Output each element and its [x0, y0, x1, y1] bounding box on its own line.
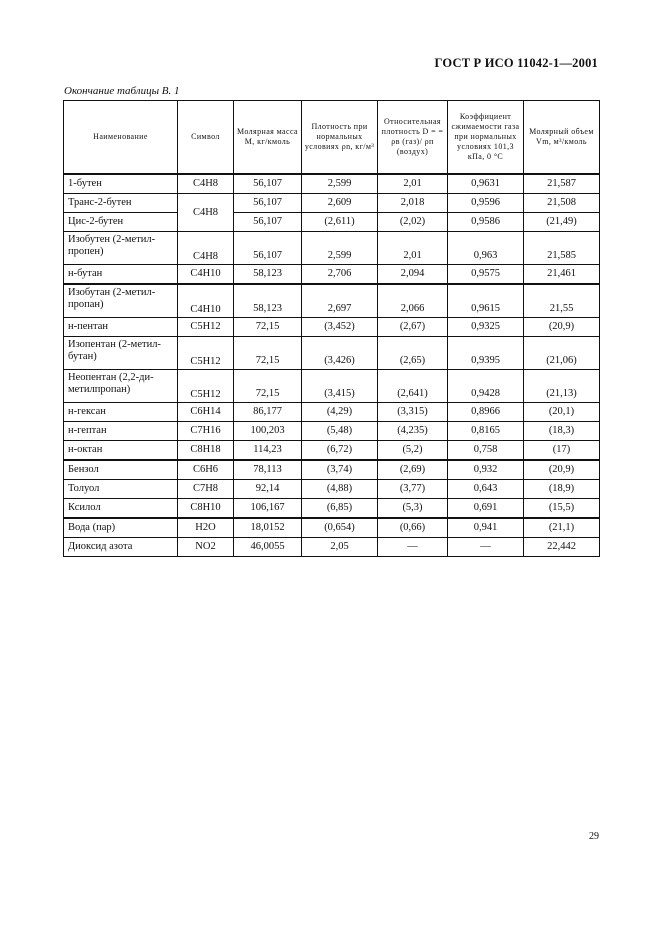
cell-symbol: NO2 [178, 538, 234, 557]
table-body [64, 174, 600, 557]
cell-compressibility: — [448, 538, 524, 557]
cell-name: Ксилол [64, 499, 178, 519]
page-number: 29 [589, 831, 599, 842]
cell-molar-mass: 56,107 [234, 194, 302, 213]
cell-density: (3,426) [302, 337, 378, 370]
table-row [64, 337, 600, 370]
cell-molar-mass: 56,107 [234, 213, 302, 232]
cell-molar-volume: (15,5) [524, 499, 600, 519]
cell-relative-density: 2,01 [378, 174, 448, 194]
cell-symbol: C8H10 [178, 499, 234, 519]
cell-name: Вода (пар) [64, 518, 178, 538]
cell-symbol: H2O [178, 518, 234, 538]
cell-symbol: C4H8 [178, 232, 234, 265]
cell-compressibility: 0,8966 [448, 403, 524, 422]
table-row [64, 422, 600, 441]
cell-compressibility: 0,941 [448, 518, 524, 538]
cell-molar-volume: (21,1) [524, 518, 600, 538]
cell-density: (6,72) [302, 441, 378, 461]
cell-relative-density: 2,01 [378, 232, 448, 265]
cell-compressibility: 0,9596 [448, 194, 524, 213]
cell-name: Неопентан (2,2-ди-метилпропан) [64, 370, 178, 403]
cell-molar-mass: 56,107 [234, 174, 302, 194]
cell-density: (4,88) [302, 480, 378, 499]
cell-compressibility: 0,691 [448, 499, 524, 519]
cell-relative-density: (3,315) [378, 403, 448, 422]
cell-symbol: C4H8 [178, 174, 234, 194]
cell-molar-mass: 18,0152 [234, 518, 302, 538]
cell-relative-density: (2,641) [378, 370, 448, 403]
cell-symbol: C4H10 [178, 265, 234, 285]
cell-molar-volume: (20,9) [524, 460, 600, 480]
cell-molar-volume: (21,06) [524, 337, 600, 370]
cell-relative-density: 2,018 [378, 194, 448, 213]
cell-molar-mass: 56,107 [234, 232, 302, 265]
cell-relative-density: (3,77) [378, 480, 448, 499]
cell-molar-volume: (20,9) [524, 318, 600, 337]
table-row [64, 480, 600, 499]
cell-density: (2,611) [302, 213, 378, 232]
cell-molar-volume: 21,587 [524, 174, 600, 194]
cell-molar-mass: 72,15 [234, 370, 302, 403]
table-caption: Окончание таблицы В. 1 [64, 85, 180, 97]
table-row [64, 213, 600, 232]
cell-relative-density: (4,235) [378, 422, 448, 441]
cell-density: (3,74) [302, 460, 378, 480]
cell-density: 2,609 [302, 194, 378, 213]
cell-name: 1-бутен [64, 174, 178, 194]
cell-name: Толуол [64, 480, 178, 499]
cell-relative-density: (2,67) [378, 318, 448, 337]
table-row [64, 538, 600, 557]
cell-relative-density: (2,02) [378, 213, 448, 232]
cell-molar-mass: 46,0055 [234, 538, 302, 557]
cell-density: (4,29) [302, 403, 378, 422]
cell-molar-mass: 100,203 [234, 422, 302, 441]
cell-molar-volume: (18,3) [524, 422, 600, 441]
cell-name: н-октан [64, 441, 178, 461]
cell-compressibility: 0,8165 [448, 422, 524, 441]
cell-molar-mass: 92,14 [234, 480, 302, 499]
cell-compressibility: 0,9631 [448, 174, 524, 194]
cell-relative-density: (5,3) [378, 499, 448, 519]
cell-name: Бензол [64, 460, 178, 480]
col-header-density: Плотность при нормальных условиях ρn, кг/м³ [302, 101, 378, 175]
cell-name: Диоксид азота [64, 538, 178, 557]
cell-symbol: C4H10 [178, 284, 234, 318]
cell-molar-volume: 21,55 [524, 284, 600, 318]
cell-compressibility: 0,9615 [448, 284, 524, 318]
cell-relative-density: (2,69) [378, 460, 448, 480]
col-header-relative-density: Относительная плотность D = = ρв (газ)/ ρп (воздух) [378, 101, 448, 175]
cell-compressibility: 0,9575 [448, 265, 524, 285]
cell-relative-density: (0,66) [378, 518, 448, 538]
cell-symbol: C5H12 [178, 318, 234, 337]
cell-molar-volume: (20,1) [524, 403, 600, 422]
table-row [64, 265, 600, 285]
cell-name: Изобутан (2-метил-пропан) [64, 284, 178, 318]
cell-name: Изопентан (2-метил-бутан) [64, 337, 178, 370]
col-header-name: Наименование [64, 101, 178, 175]
cell-molar-volume: 21,585 [524, 232, 600, 265]
cell-density: (5,48) [302, 422, 378, 441]
cell-compressibility: 0,9428 [448, 370, 524, 403]
table-row [64, 499, 600, 519]
cell-name: Транс-2-бутен [64, 194, 178, 213]
table-row [64, 194, 600, 213]
cell-compressibility: 0,758 [448, 441, 524, 461]
cell-compressibility: 0,932 [448, 460, 524, 480]
cell-density: (3,415) [302, 370, 378, 403]
cell-density: 2,599 [302, 232, 378, 265]
cell-name: н-гептан [64, 422, 178, 441]
table-row [64, 403, 600, 422]
table-row [64, 441, 600, 461]
cell-density: 2,697 [302, 284, 378, 318]
cell-symbol: C7H8 [178, 480, 234, 499]
table-row [64, 460, 600, 480]
cell-symbol: C6H14 [178, 403, 234, 422]
cell-symbol: C5H12 [178, 337, 234, 370]
cell-compressibility: 0,9395 [448, 337, 524, 370]
cell-symbol: C8H18 [178, 441, 234, 461]
cell-symbol: C4H8 [178, 194, 234, 232]
cell-name: н-бутан [64, 265, 178, 285]
cell-density: (6,85) [302, 499, 378, 519]
cell-molar-volume: (17) [524, 441, 600, 461]
cell-molar-mass: 86,177 [234, 403, 302, 422]
table-row [64, 518, 600, 538]
table-row [64, 232, 600, 265]
cell-density: 2,05 [302, 538, 378, 557]
table-header-row [64, 101, 600, 175]
cell-compressibility: 0,9586 [448, 213, 524, 232]
document-code: ГОСТ Р ИСО 11042-1—2001 [434, 56, 598, 70]
cell-symbol: C5H12 [178, 370, 234, 403]
cell-molar-mass: 58,123 [234, 265, 302, 285]
cell-relative-density: 2,094 [378, 265, 448, 285]
cell-compressibility: 0,9325 [448, 318, 524, 337]
cell-molar-volume: (21,49) [524, 213, 600, 232]
col-header-molar-mass: Молярная масса M, кг/кмоль [234, 101, 302, 175]
cell-name: н-гексан [64, 403, 178, 422]
table-row [64, 174, 600, 194]
cell-relative-density: — [378, 538, 448, 557]
col-header-symbol: Символ [178, 101, 234, 175]
cell-molar-volume: 21,508 [524, 194, 600, 213]
cell-name: Цис-2-бутен [64, 213, 178, 232]
col-header-compressibility: Коэффициент сжимаемости газа при нормальных условиях 101,3 кПа, 0 °С [448, 101, 524, 175]
table-row [64, 284, 600, 318]
cell-molar-mass: 58,123 [234, 284, 302, 318]
cell-density: (0,654) [302, 518, 378, 538]
table-row [64, 318, 600, 337]
cell-density: 2,599 [302, 174, 378, 194]
cell-molar-mass: 72,15 [234, 318, 302, 337]
cell-compressibility: 0,643 [448, 480, 524, 499]
cell-molar-mass: 106,167 [234, 499, 302, 519]
cell-molar-mass: 72,15 [234, 337, 302, 370]
gas-properties-table [63, 100, 600, 557]
cell-molar-mass: 114,23 [234, 441, 302, 461]
cell-molar-volume: (21,13) [524, 370, 600, 403]
table-row [64, 370, 600, 403]
col-header-molar-volume: Молярный объем Vm, м³/кмоль [524, 101, 600, 175]
cell-name: н-пентан [64, 318, 178, 337]
cell-relative-density: 2,066 [378, 284, 448, 318]
cell-relative-density: (5,2) [378, 441, 448, 461]
cell-density: 2,706 [302, 265, 378, 285]
cell-symbol: C6H6 [178, 460, 234, 480]
cell-symbol: C7H16 [178, 422, 234, 441]
cell-name: Изобутен (2-метил-пропен) [64, 232, 178, 265]
cell-molar-volume: (18,9) [524, 480, 600, 499]
cell-compressibility: 0,963 [448, 232, 524, 265]
cell-molar-volume: 21,461 [524, 265, 600, 285]
cell-relative-density: (2,65) [378, 337, 448, 370]
cell-molar-volume: 22,442 [524, 538, 600, 557]
cell-molar-mass: 78,113 [234, 460, 302, 480]
cell-density: (3,452) [302, 318, 378, 337]
